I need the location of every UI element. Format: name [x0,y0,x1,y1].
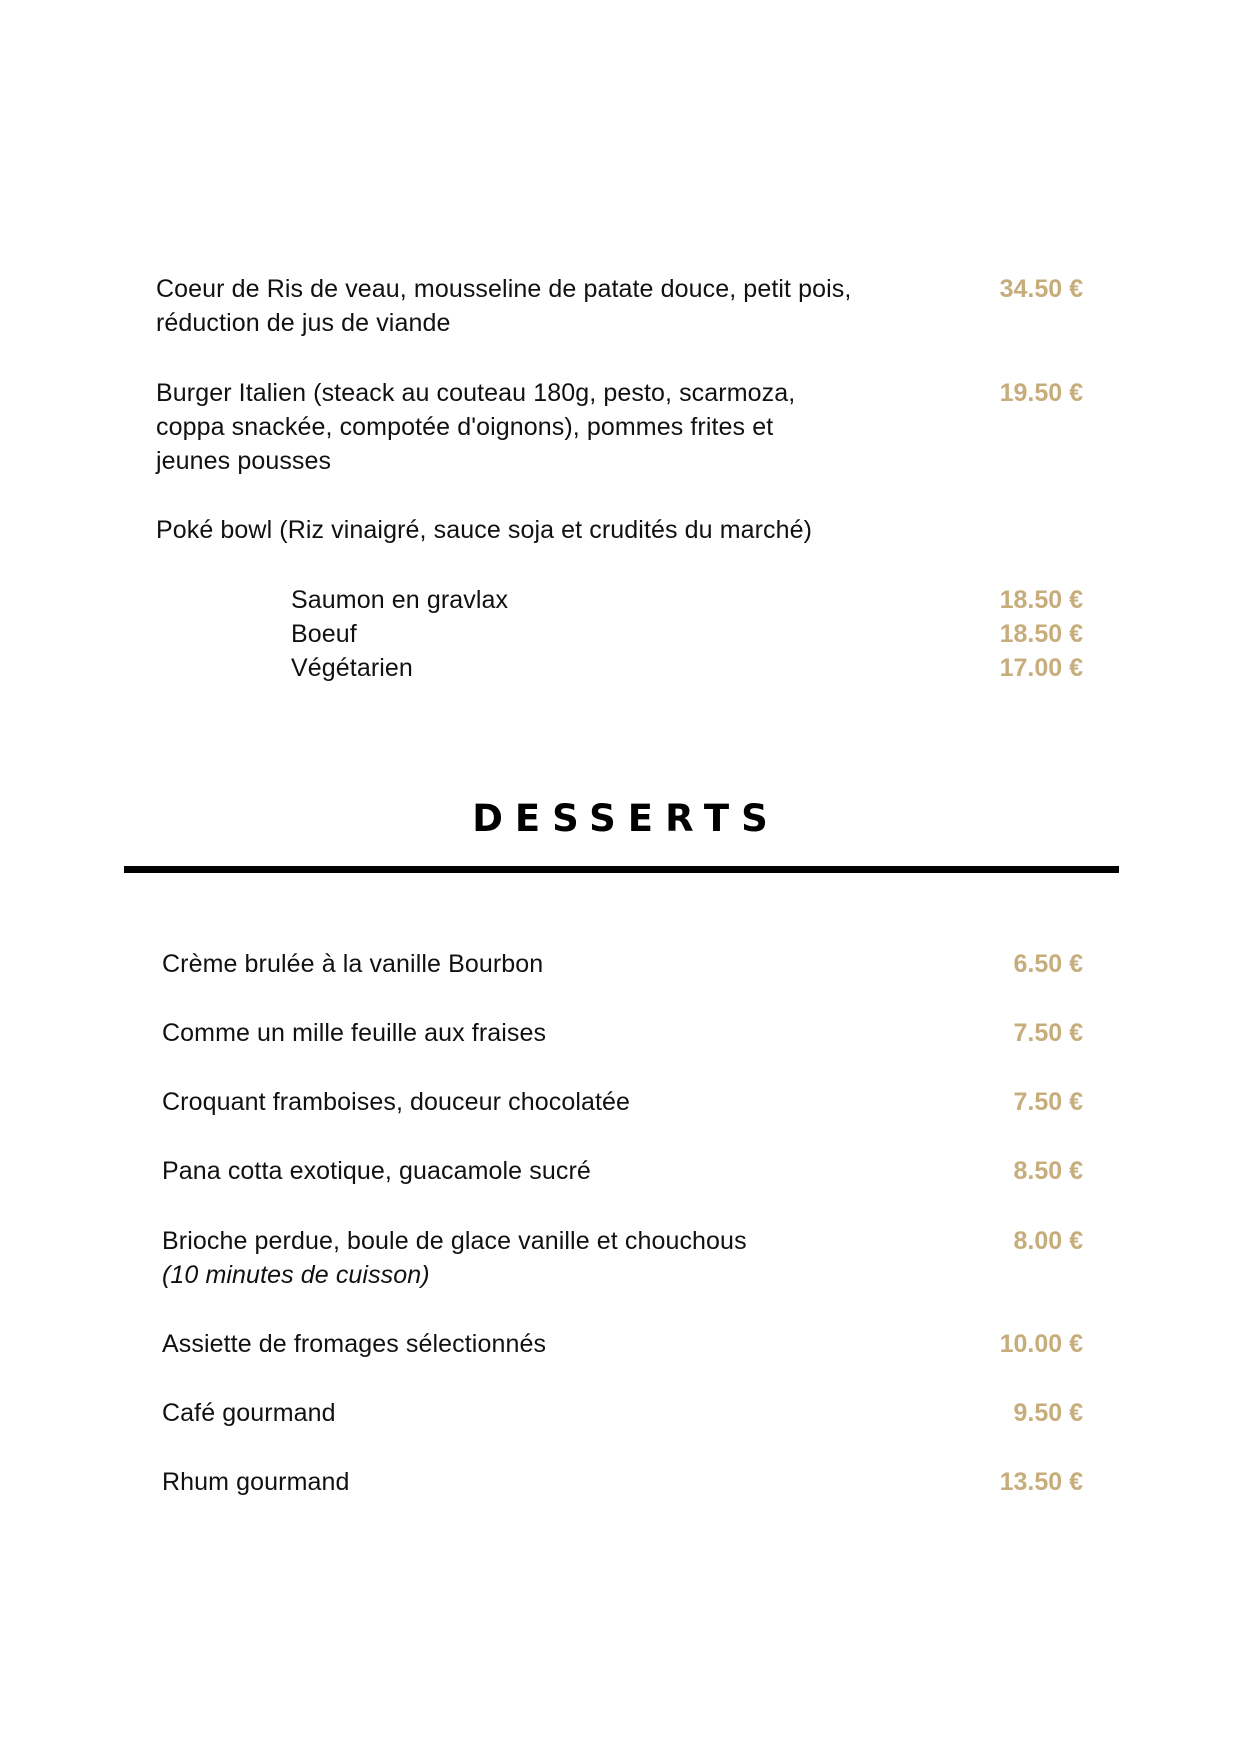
dessert-item-price: 6.50 € [1013,950,1083,978]
dessert-item-label: Pana cotta exotique, guacamole sucré [162,1157,591,1185]
dessert-item-label: Café gourmand [162,1399,336,1427]
section-divider [124,866,1119,873]
menu-item-poke-title: Poké bowl (Riz vinaigré, sauce soja et crudités du marché) [156,516,813,544]
dessert-item-label: Croquant framboises, douceur chocolatée [162,1088,631,1116]
menu-item-burger-price: 19.50 € [999,379,1083,407]
dessert-item-label: Rhum gourmand [162,1468,350,1496]
menu-item-ris-de-veau-price: 34.50 € [999,275,1083,303]
dessert-item-label: Brioche perdue, boule de glace vanille et chouchous [162,1227,747,1255]
dessert-item-price: 13.50 € [999,1468,1083,1496]
dessert-item-price: 7.50 € [1013,1019,1083,1047]
dessert-item-price: 9.50 € [1013,1399,1083,1427]
menu-item-ris-de-veau-line2: réduction de jus de viande [156,309,451,337]
desserts-heading: DESSERTS [472,797,780,840]
poke-option-label: Végétarien [291,654,413,682]
dessert-item-label: Crème brulée à la vanille Bourbon [162,950,544,978]
menu-item-ris-de-veau-line1: Coeur de Ris de veau, mousseline de patate douce, petit pois, [156,275,852,303]
dessert-item-price: 8.00 € [1013,1227,1083,1255]
dessert-item-label: Comme un mille feuille aux fraises [162,1019,547,1047]
menu-item-burger-line1: Burger Italien (steack au couteau 180g, pesto, scarmoza, [156,379,796,407]
dessert-item-note: (10 minutes de cuisson) [162,1261,430,1289]
dessert-item-label: Assiette de fromages sélectionnés [162,1330,547,1358]
poke-option-label: Boeuf [291,620,357,648]
poke-option-price: 17.00 € [999,654,1083,682]
poke-option-price: 18.50 € [999,620,1083,648]
poke-option-price: 18.50 € [999,586,1083,614]
menu-item-burger-line3: jeunes pousses [156,447,332,475]
dessert-item-price: 10.00 € [999,1330,1083,1358]
dessert-item-price: 7.50 € [1013,1088,1083,1116]
menu-item-burger-line2: coppa snackée, compotée d'oignons), pommes frites et [156,413,774,441]
poke-option-label: Saumon en gravlax [291,586,509,614]
dessert-item-price: 8.50 € [1013,1157,1083,1185]
